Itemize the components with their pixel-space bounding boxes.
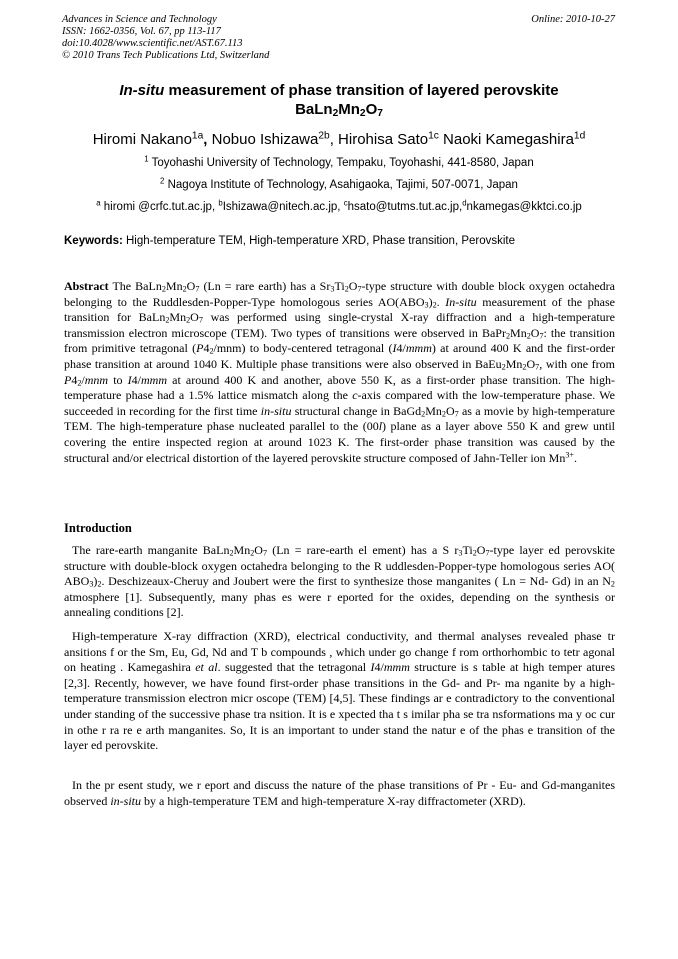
issn: ISSN: 1662-0356, Vol. 67, pp 113-117: [62, 26, 221, 37]
author-name: Hirohisa Sato: [338, 131, 429, 148]
title-formula: $BaLn_2Mn_2O_7$: [295, 101, 383, 120]
author-list: Hiromi Nakano$^{1a}$, Nobuo Ishizawa$^{2b}$, Hirohisa Sato$^{1c}$ Naoki Kamegashira$^{1d}$: [92, 130, 586, 148]
affiliation-1: $^1$ Toyohashi University of Technology, Tempaku, Toyohashi, 441-8580, Japan: [144, 154, 534, 169]
abstract-label: Abstract: [64, 279, 109, 293]
section-heading-introduction: Introduction: [64, 521, 132, 535]
journal-name: Advances in Science and Technology: [62, 14, 217, 25]
abstract: Abstract The $BaLn_2Mn_2O_7$ (Ln = rare earth) has a $Sr_3Ti_2O_7$-type structure with double block oxygen octahedra belonging to the Ruddlesden-Popper-Type homologous series $AO(ABO_3)_2$. In-situ measurement of the phase transition for $BaLn_2Mn_2O_7$ was performed using single-crystal X-ray diffraction and a high-temperature transmission electron microscope (TEM). Two types of transitions were observed in $BaPr_2Mn_2O_7$: the transition from primitive tetragonal $(P4_2/mnm)$ to body-centered tetragonal (I4/mmm) at around 400 K and the first-order phase transition at around 1040 K. Multiple phase transitions were also observed in $BaEu_2Mn_2O_7$, with one from $P4_2$/mnm to I4/mmm at around 400 K and another, above 550 K, as a first-order phase transition. The high-temperature phase had a 1.5% lattice mismatch along the c-axis compared with the low-temperature phase. We succeeded in recording for the first time in-situ structural change in $BaGd_2Mn_2O_7$ as a movie by high-temperature TEM. The high-temperature phase nucleated parallel to the (00l) plane as a layer above 550 K and grew until covering the entire inspected region at around 1023 K. The first-order phase transition was caused by the structural and/or electrical distortion of the layered perovskite structure composed of Jahn-Teller ion $Mn^{3+}$.: [64, 279, 616, 465]
intro-paragraph-1: The rare-earth manganite $BaLn_2Mn_2O_7$ (Ln = rare-earth el ement) has a S $r_3Ti_2O_7$-type layer ed perovskite structure with double-block oxygen octahedra belonging to the R uddlesden-Popper-type homologous series AO( $ABO_3)_2$. Deschizeaux-Cheruy and Joubert were the first to synthesize those manganites ( Ln = Nd- Gd) in an $N_2$ atmosphere [1]. Subsequently, many phas es were r eported for the oxides, depending on the synthesis or annealing conditions [2].: [64, 543, 616, 620]
email-list: $^a$ hiromi @crfc.tut.ac.jp, $^b$Ishizawa@nitech.ac.jp, $^c$hsato@tutms.tut.ac.jp,$^d$nkamegas@kktci.co.jp: [96, 198, 582, 213]
keywords: [64, 234, 624, 248]
journal-header: [62, 14, 269, 62]
author-name: Nobuo Ishizawa: [211, 131, 319, 148]
title-rest: measurement of phase transition of layered perovskite: [164, 82, 559, 99]
copyright: © 2010 Trans Tech Publications Ltd, Switzerland: [62, 50, 270, 61]
author-name: Hiromi Nakano: [92, 131, 192, 148]
intro-paragraph-3: In the pr esent study, we r eport and discuss the nature of the phase transitions of Pr - Eu- and Gd-manganites observed in-situ by a high-temperature TEM and high-temperature X-ray diffractometer (XRD).: [64, 778, 615, 808]
affiliation-2: $^2$ Nagoya Institute of Technology, Asahigaoka, Tajimi, 507-0071, Japan: [160, 176, 518, 191]
keywords-text: High-temperature TEM, High-temperature XRD, Phase transition, Perovskite: [122, 235, 516, 247]
keywords-label: Keywords:: [64, 235, 123, 247]
author-name: Naoki Kamegashira: [443, 131, 574, 148]
online-date: Online: 2010-10-27: [531, 14, 615, 25]
doi: doi:10.4028/www.scientific.net/AST.67.113: [62, 38, 243, 49]
paper-title: [40, 81, 638, 119]
intro-paragraph-2: High-temperature X-ray diffraction (XRD), electrical conductivity, and thermal analyses revealed phase tr ansitions f or the Sm, Eu, Gd, Nd and T b compounds , which under go change f rom orthorhombic to tetr agonal on heating . Kamegashira et al. suggested that the tetragonal I4/mmm structure is s table at high temper atures [2,3]. Recently, however, we have found first-order phase transitions in the Gd- and Pr- ma nganite by a high-temperature transmission electron micr oscope (TEM) [4,5]. These findings ar e contradictory to the conventional under standing of the successive phase tra nsition. It is e xpected tha t s imilar pha se tra nsformations ma y oc cur in othe r ra re e arth manganites. So, It is an important to under stand the natur e of the phas e transition of the layer ed perovskite.: [64, 629, 615, 753]
title-insitu: In-situ: [119, 82, 165, 99]
